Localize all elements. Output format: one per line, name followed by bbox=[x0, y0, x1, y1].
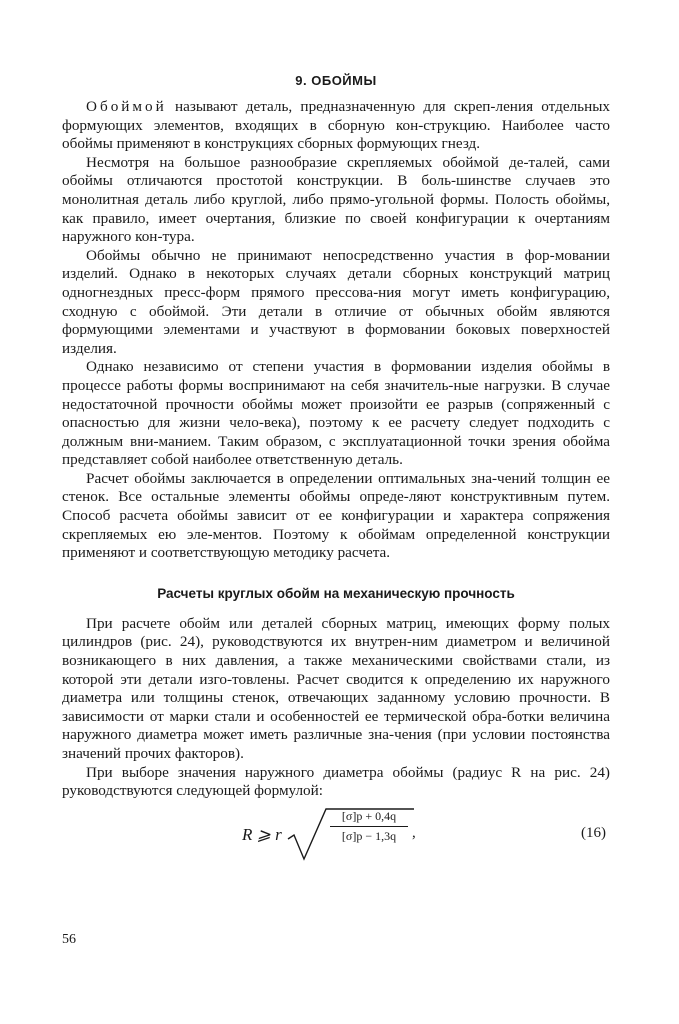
page-body bbox=[62, 60, 610, 863]
paragraph-3: Обоймы обычно не принимают непосредственно участия в фор-мовании изделий. Однако в некоторых случаях детали сборных конструкций матриц одногнездных пресс-форм прямого прессова-ния могут иметь конфигурацию, сходную с обоймой. Эти детали в отличие от обычных обойм являются формующими элементами и участвуют в формовании боковых поверхностей изделия. bbox=[62, 246, 610, 357]
paragraph-6: При расчете обойм или деталей сборных матриц, имеющих форму полых цилиндров (рис. 24), руководствуются их внутрен-ним диаметром и величиной возникающего в них давления, а также механическими свойствами стали, из которой эти детали изго-товлены. Расчет сводится к определению их наружного диаметра или толщины стенок, отвечающих заданному условию прочности. В зависимости от марки стали и особенностей ее термической обра-ботки величина наружного диаметра может иметь различные зна-чения (при условии постоянства значений прочих факторов). bbox=[62, 614, 610, 762]
page-number: 56 bbox=[62, 932, 76, 947]
paragraph-1-text: называют деталь, предназначенную для скреп-ления отдельных формующих элементов, входящих в сборную кон-струкцию. Наиболее часто обоймы применяют в конструкциях сборных формующих гнезд. bbox=[62, 98, 610, 153]
formula-16 bbox=[62, 807, 610, 863]
term-oboimoi: Обоймой bbox=[86, 98, 167, 115]
formula-lhs: R ⩾ r bbox=[242, 824, 282, 844]
subsection-title: Расчеты круглых обойм на механическую прочность bbox=[157, 585, 515, 601]
paragraph-5: Расчет обоймы заключается в определении оптимальных зна-чений толщин ее стенок. Все остальные элементы обоймы опреде-ляют конструктивным путем. Способ расчета обоймы зависит от ее конфигурации и характера сопряжения скрепляемых ею эле-ментов. Поэтому к обоймам определенной конструкции применяют и соответствующую методику расчета. bbox=[62, 469, 610, 562]
paragraph-2: Несмотря на большое разнообразие скрепляемых обоймой де-талей, сами обоймы отличаются простотой конструкции. В боль-шинстве случаев это монолитная деталь либо круглой, либо прямо-угольной формы. Полость обоймы, как правило, имеет очертания, близкие по своей конфигурации к очертаниям наружного кон-тура. bbox=[62, 153, 610, 246]
formula-fraction bbox=[330, 809, 408, 844]
section-title: 9. ОБОЙМЫ bbox=[295, 73, 377, 88]
paragraph-1 bbox=[62, 98, 610, 154]
formula-denominator: [σ]p − 1,3q bbox=[341, 828, 397, 843]
formula-number: (16) bbox=[581, 824, 606, 841]
formula-numerator: [σ]p + 0,4q bbox=[330, 809, 408, 827]
paragraph-7: При выборе значения наружного диаметра обоймы (радиус R на рис. 24) руководствуются следующей формулой: bbox=[62, 763, 610, 800]
formula-comma: , bbox=[412, 824, 416, 841]
paragraph-4: Однако независимо от степени участия в формовании изделия обоймы в процессе работы формы воспринимают на себя значитель-ные нагрузки. В случае недостаточной прочности обоймы может произойти ее разрыв (сопряженный с опасностью для жизни чело-века), поэтому к ее расчету следует подходить с должным вни-манием. Таким образом, с эксплуатационной точки зрения обойма представляет собой наиболее ответственную деталь. bbox=[62, 358, 610, 469]
